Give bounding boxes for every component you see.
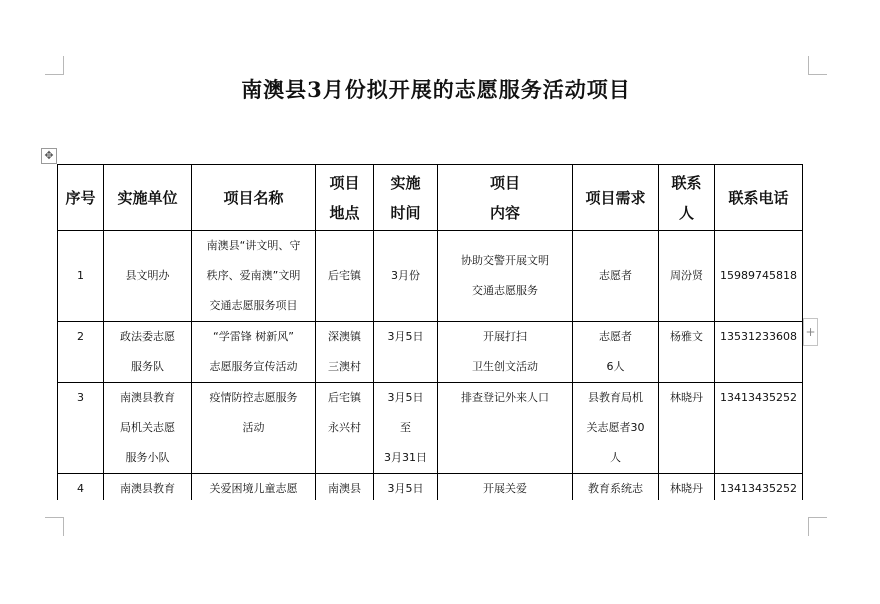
header-name: 项目名称 [192,165,316,231]
header-no: 序号 [58,165,104,231]
cell-need: 教育系统志 [573,474,659,501]
cell-no: 1 [58,231,104,322]
header-unit: 实施单位 [104,165,192,231]
cell-time: 3月5日 [374,322,438,383]
activity-table [57,164,803,500]
cell-name: 关爱困境儿童志愿 [192,474,316,501]
cell-contact: 林晓丹 [659,474,715,501]
cell-name: “学雷锋 树新风” 志愿服务宣传活动 [192,322,316,383]
cell-content: 开展关爱 [438,474,573,501]
header-time: 实施 时间 [374,165,438,231]
cell-phone: 13531233608 [715,322,803,383]
cell-place: 后宅镇 永兴村 [316,383,374,474]
page-corner-top-right [808,56,827,75]
header-need: 项目需求 [573,165,659,231]
cell-unit: 南澳县教育 [104,474,192,501]
cell-unit: 政法委志愿 服务队 [104,322,192,383]
cell-place: 深澳镇 三澳村 [316,322,374,383]
cell-content: 开展打扫 卫生创文活动 [438,322,573,383]
table-row [58,322,803,383]
page-corner-bottom-left [45,517,64,536]
cell-need: 志愿者 6人 [573,322,659,383]
cell-need: 志愿者 [573,231,659,322]
header-contact: 联系 人 [659,165,715,231]
cell-content: 协助交警开展文明 交通志愿服务 [438,231,573,322]
cell-contact: 周汾贤 [659,231,715,322]
cell-unit: 南澳县教育 局机关志愿 服务小队 [104,383,192,474]
cell-phone: 15989745818 [715,231,803,322]
page-corner-bottom-right [808,517,827,536]
cell-time: 3月5日 [374,474,438,501]
cell-name: 疫情防控志愿服务 活动 [192,383,316,474]
cell-time: 3月份 [374,231,438,322]
cell-name: 南澳县“讲文明、守 秩序、爱南澳”文明 交通志愿服务项目 [192,231,316,322]
header-row [58,165,803,231]
table-row [58,231,803,322]
cell-place: 南澳县 [316,474,374,501]
cell-no: 2 [58,322,104,383]
table-move-handle-icon[interactable]: ✥ [41,148,57,164]
cell-place: 后宅镇 [316,231,374,322]
cell-no: 4 [58,474,104,501]
cell-unit: 县文明办 [104,231,192,322]
cell-contact: 林晓丹 [659,383,715,474]
cell-content: 排查登记外来人口 [438,383,573,474]
table-add-column-icon[interactable]: + [803,318,818,346]
table-row [58,383,803,474]
activity-table-container [57,164,803,500]
cell-phone: 13413435252 [715,383,803,474]
cell-time: 3月5日 至 3月31日 [374,383,438,474]
cell-contact: 杨雅文 [659,322,715,383]
table-row [58,474,803,501]
page-corner-top-left [45,56,64,75]
document-title: 南澳县3月份拟开展的志愿服务活动项目 [241,77,631,102]
header-place: 项目 地点 [316,165,374,231]
header-content: 项目 内容 [438,165,573,231]
cell-no: 3 [58,383,104,474]
header-phone: 联系电话 [715,165,803,231]
cell-phone: 13413435252 [715,474,803,501]
cell-need: 县教育局机 关志愿者30 人 [573,383,659,474]
